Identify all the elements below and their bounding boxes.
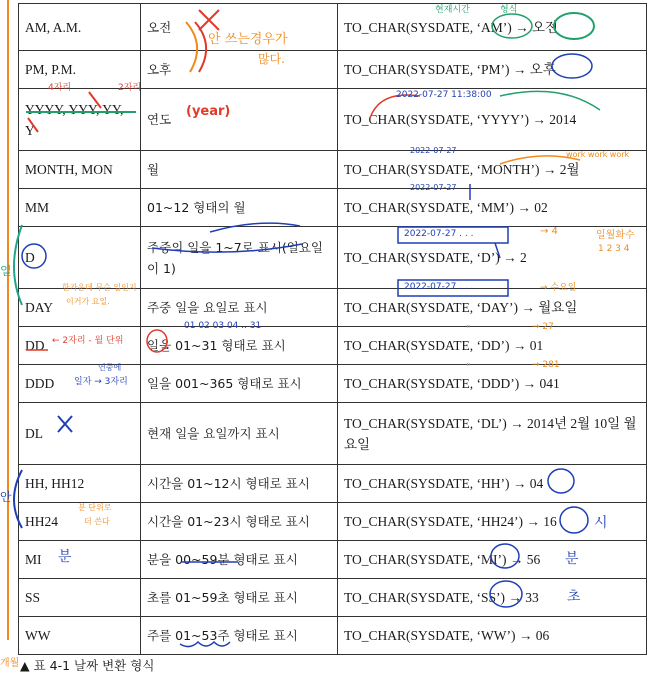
description-cell: 분을 00~59분 형태로 표시 (141, 541, 338, 579)
description-cell: 초를 01~59초 형태로 표시 (141, 579, 338, 617)
format-cell: DDD (19, 365, 141, 403)
format-cell: PM, P.M. (19, 51, 141, 89)
handwritten-note: 형식 (500, 5, 518, 15)
handwritten-note: 4자리 (48, 83, 72, 93)
handwritten-note: → 수요일 (540, 283, 577, 293)
example-cell: TO_CHAR(SYSDATE, ‘DAY’) → 월요일 (338, 289, 647, 327)
format-cell: WW (19, 617, 141, 655)
handwritten-note: 시 (594, 515, 608, 531)
description-cell: 월 (141, 151, 338, 189)
table-row (19, 189, 647, 227)
handwritten-note: → 27 (532, 322, 554, 332)
handwritten-note: 일 (0, 264, 12, 278)
table-row (19, 403, 647, 465)
format-cell: YYYY, YYY, YY, Y (19, 89, 141, 151)
description-cell: 오후 (141, 51, 338, 89)
handwritten-note: 일자 → 3자리 (74, 377, 128, 387)
format-cell: HH24 (19, 503, 141, 541)
handwritten-note: 2022-07-27 (410, 146, 457, 155)
handwritten-note: → 4 (540, 226, 558, 237)
description-cell: 현재 일을 요일까지 표시 (141, 403, 338, 465)
handwritten-note: 연중에 (98, 363, 122, 372)
description-cell: 오전 (141, 4, 338, 51)
handwritten-note: 2022-07-27 . . . (404, 282, 474, 292)
table-row (19, 465, 647, 503)
example-cell: TO_CHAR(SYSDATE, ‘WW’) → 06 (338, 617, 647, 655)
example-cell: TO_CHAR(SYSDATE, ‘YYYY’) → 2014 (338, 89, 647, 151)
table-row (19, 89, 647, 151)
handwritten-note: (year) (186, 104, 231, 119)
handwritten-note: 1 2 3 4 (598, 244, 630, 254)
table-row (19, 4, 647, 51)
handwritten-note: 2자리 (118, 83, 142, 93)
handwritten-note: → 281 (532, 360, 560, 370)
example-cell: TO_CHAR(SYSDATE, ‘HH’) → 04 (338, 465, 647, 503)
description-cell: 시간을 01~23시 형태로 표시 (141, 503, 338, 541)
table-row (19, 617, 647, 655)
handwritten-note: 분 (565, 551, 579, 567)
handwritten-note: 초 (567, 589, 581, 605)
description-cell: 연도 (141, 89, 338, 151)
handwritten-note: 안 쓰는경우가 (208, 32, 288, 47)
table-row (19, 579, 647, 617)
handwritten-note: 분 (58, 549, 72, 565)
handwritten-note: 분 단위로 (78, 503, 112, 512)
table-row (19, 541, 647, 579)
example-cell: TO_CHAR(SYSDATE, ‘SS’) → 33 (338, 579, 647, 617)
format-cell: HH, HH12 (19, 465, 141, 503)
format-cell: DD (19, 327, 141, 365)
example-cell: TO_CHAR(SYSDATE, ‘DD’) → 01 (338, 327, 647, 365)
example-cell: TO_CHAR(SYSDATE, ‘MI’) → 56 (338, 541, 647, 579)
handwritten-note: 이거가 요일. (66, 297, 110, 306)
handwritten-note: work work work (566, 150, 630, 159)
description-cell: 주중의 일을 1~7로 표시(일요일이 1) (141, 227, 338, 289)
handwritten-note: 더 쓴다 (84, 517, 110, 526)
format-cell: D (19, 227, 141, 289)
example-cell: TO_CHAR(SYSDATE, ‘HH24’) → 16 (338, 503, 647, 541)
description-cell: 01~12 형태의 월 (141, 189, 338, 227)
format-cell: AM, A.M. (19, 4, 141, 51)
format-cell: MONTH, MON (19, 151, 141, 189)
format-cell: MM (19, 189, 141, 227)
example-cell: TO_CHAR(SYSDATE, ‘D’) → 2 (338, 227, 647, 289)
example-cell: TO_CHAR(SYSDATE, ‘MONTH’) → 2월 (338, 151, 647, 189)
handwritten-note: 안 (0, 490, 12, 504)
description-cell: 주를 01~53주 형태로 표시 (141, 617, 338, 655)
format-cell: SS (19, 579, 141, 617)
handwritten-note: " (466, 324, 471, 335)
handwritten-note: 2022-07-27 11:38:00 (396, 90, 492, 100)
handwritten-note: " (466, 362, 471, 373)
example-cell: TO_CHAR(SYSDATE, ‘MM’) → 02 (338, 189, 647, 227)
format-cell: MI (19, 541, 141, 579)
description-cell: 일을 001~365 형태로 표시 (141, 365, 338, 403)
format-cell: DAY (19, 289, 141, 327)
table-row (19, 51, 647, 89)
example-cell: TO_CHAR(SYSDATE, ‘DDD’) → 041 (338, 365, 647, 403)
handwritten-note: 현재시간 (435, 5, 470, 15)
handwritten-note: 일월화수 (596, 230, 635, 241)
example-cell: TO_CHAR(SYSDATE, ‘DL’) → 2014년 2월 10일 월요일 (338, 403, 647, 465)
handwritten-note: 01 02 03 04 .. 31 (184, 321, 262, 331)
description-cell: 시간을 01~12시 형태로 표시 (141, 465, 338, 503)
handwritten-note: 2022-07-27 (410, 183, 457, 192)
format-cell: DL (19, 403, 141, 465)
handwritten-note: ← 2자리 - 월 단위 (52, 336, 124, 346)
handwritten-note: 2022-07-27 . . . (404, 229, 474, 239)
table-row (19, 289, 647, 327)
description-cell: 일을 01~31 형태로 표시 (141, 327, 338, 365)
handwritten-note: 많다. (258, 52, 285, 66)
table-row (19, 503, 647, 541)
example-cell: TO_CHAR(SYSDATE, ‘AM’) → 오전 (338, 4, 647, 51)
description-cell: 주중 일을 요일로 표시 (141, 289, 338, 327)
table-caption: ▲ 표 4-1 날짜 변환 형식 (20, 658, 155, 673)
table-row (19, 151, 647, 189)
handwritten-note: 한가운데 무슨 일인지 (62, 283, 137, 292)
handwritten-note: 개월 (0, 658, 20, 669)
example-cell: TO_CHAR(SYSDATE, ‘PM’) → 오후 (338, 51, 647, 89)
